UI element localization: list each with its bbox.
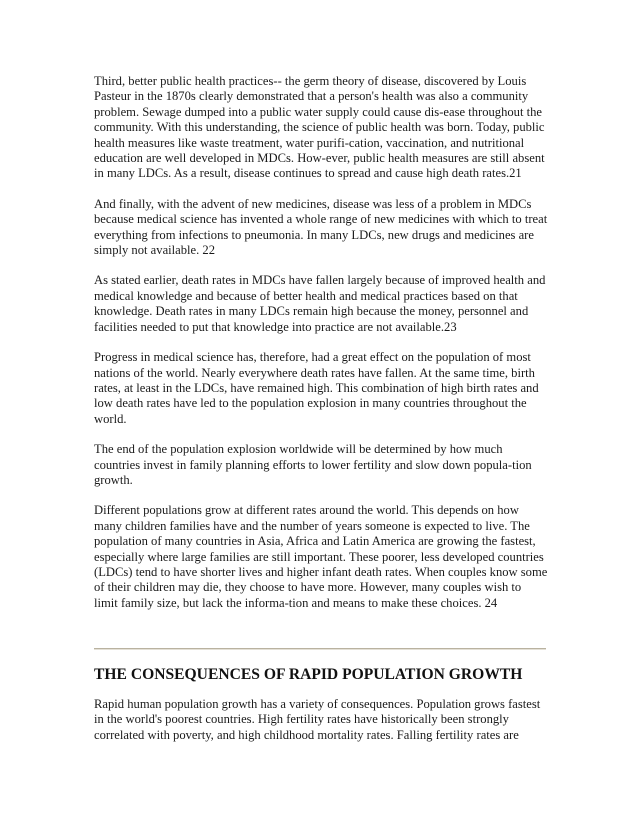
paragraph-consequences: Rapid human population growth has a variety of consequences. Population grows fastest in the world's poorest countries. High fertility rates have historically been strongly correlated with poverty, and high childhood mortality rates. Falling fertility rates are [94, 697, 541, 742]
paragraph-new-medicines: And finally, with the advent of new medicines, disease was less of a problem in MDCs because medical science has invented a whole range of new medicines with which to treat everything from infections to pneumonia. In many LDCs, new drugs and medicines are simply not available. 22 [94, 196, 548, 258]
paragraph-family-planning: The end of the population explosion worldwide will be determined by how much countries invest in family planning efforts to lower fertility and slow down popula-tion growth. [94, 442, 532, 487]
paragraph-growth-rates: Different populations grow at different rates around the world. This depends on how many children families have and the number of years someone is expected to live. The population of many countries in Asia, Africa and Latin America are growing the fastest, especially where large families are still important. These poorer, less developed countries (LDCs) tend to have shorter lives and higher infant death rates. When couples know some of their children may die, they choose to have more. However, many couples wish to limit family size, but lack the informa-tion and means to make these choices. 24 [94, 503, 548, 610]
paragraph-medical-progress: Progress in medical science has, therefore, had a great effect on the population of most nations of the world. Nearly everywhere death rates have fallen. At the same time, birth rates, at least in the LDCs, have remained high. This combination of high birth rates and low death rates have led to the population explosion in many countries throughout the world. [94, 350, 539, 426]
paragraph-death-rates: As stated earlier, death rates in MDCs have fallen largely because of improved health and medical knowledge and because of better health and medical practices based on that knowledge. Death rates in many LDCs remain high because the money, personnel and facilities needed to put that knowledge into practice are not available.23 [94, 273, 546, 334]
section-heading: THE CONSEQUENCES OF RAPID POPULATION GROWTH [94, 666, 523, 683]
section-divider [94, 648, 546, 650]
paragraph-public-health: Third, better public health practices-- the germ theory of disease, discovered by Louis Pasteur in the 1870s clearly demonstrated that a person's health was also a community problem. Sewage dumped into a public water supply could cause dis-ease throughout the community. With this understanding, the science of public health was born. Today, public health measures like waste treatment, water purifi-cation, vaccination, and nutritional education are well developed in MDCs. How-ever, public health measures are still absent in many LDCs. As a result, disease continues to spread and cause high death rates.21 [94, 74, 545, 181]
section-body [94, 697, 548, 758]
document-body [94, 74, 548, 626]
